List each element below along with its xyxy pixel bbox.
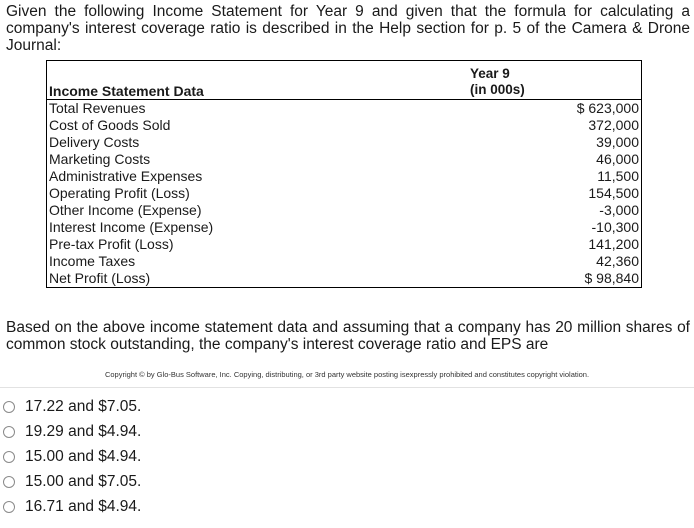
row-label: Income Taxes xyxy=(49,253,136,269)
row-value: 141,200 xyxy=(588,236,639,252)
table-row xyxy=(47,117,641,134)
answer-option-2[interactable] xyxy=(2,419,141,444)
year-column-header xyxy=(470,66,530,100)
answer-option-label[interactable]: 19.29 and $4.94. xyxy=(25,423,142,440)
row-label: Pre-tax Profit (Loss) xyxy=(49,236,174,252)
table-row xyxy=(47,151,641,168)
row-label: Administrative Expenses xyxy=(49,168,203,184)
copyright-notice: Copyright © by Glo-Bus Software, Inc. Copying, distributing, or 3rd party website posting isexpressly prohibited and constitutes copyright violation. xyxy=(104,370,590,379)
row-value: 39,000 xyxy=(596,134,639,150)
row-label: Total Revenues xyxy=(49,100,146,116)
answer-option-3[interactable] xyxy=(2,444,141,469)
radio-button-icon[interactable] xyxy=(3,426,15,438)
row-label: Cost of Goods Sold xyxy=(49,117,171,133)
radio-button-icon[interactable] xyxy=(3,501,15,513)
table-row xyxy=(47,236,641,253)
answer-option-4[interactable] xyxy=(2,469,141,494)
radio-button-icon[interactable] xyxy=(3,476,15,488)
table-row xyxy=(47,253,641,270)
table-row xyxy=(47,202,641,219)
table-row xyxy=(47,270,641,287)
year-label: Year 9 xyxy=(470,66,510,81)
row-value: $ 623,000 xyxy=(576,100,639,116)
row-label: Interest Income (Expense) xyxy=(49,219,214,235)
income-statement-table xyxy=(46,60,642,288)
table-row xyxy=(47,219,641,236)
table-row xyxy=(47,100,641,117)
answer-option-label[interactable]: 15.00 and $4.94. xyxy=(25,448,142,465)
radio-button-icon[interactable] xyxy=(3,401,15,413)
unit-label: (in 000s) xyxy=(470,82,525,97)
table-header-row xyxy=(47,83,641,100)
question-intro-text: Given the following Income Statement for Year 9 and given that the formula for calculating a company's interest coverage ratio is described in the Help section for p. 5 of the Camera & Drone Journal: xyxy=(6,3,690,54)
income-statement-column-title: Income Statement Data xyxy=(49,83,204,99)
answer-option-label[interactable]: 17.22 and $7.05. xyxy=(25,398,142,415)
row-value: 154,500 xyxy=(588,185,639,201)
row-value: -3,000 xyxy=(599,202,639,218)
row-value: 46,000 xyxy=(596,151,639,167)
statement-rows xyxy=(47,100,641,287)
table-row xyxy=(47,185,641,202)
row-value: -10,300 xyxy=(591,219,639,235)
answer-option-5[interactable] xyxy=(2,494,141,519)
section-divider xyxy=(0,387,694,388)
table-row xyxy=(47,134,641,151)
row-value: 372,000 xyxy=(588,117,639,133)
row-label: Operating Profit (Loss) xyxy=(49,185,190,201)
row-label: Delivery Costs xyxy=(49,134,140,150)
answer-option-label[interactable]: 16.71 and $4.94. xyxy=(25,498,142,515)
table-row xyxy=(47,168,641,185)
row-label: Marketing Costs xyxy=(49,151,151,167)
row-label: Net Profit (Loss) xyxy=(49,270,151,286)
row-label: Other Income (Expense) xyxy=(49,202,202,218)
answer-option-label[interactable]: 15.00 and $7.05. xyxy=(25,473,142,490)
answer-options xyxy=(2,394,141,519)
radio-button-icon[interactable] xyxy=(3,451,15,463)
row-value: 11,500 xyxy=(597,168,639,184)
row-value: 42,360 xyxy=(596,253,639,269)
question-followup-text: Based on the above income statement data and assuming that a company has 20 million shares of common stock outstanding, the company's interest coverage ratio and EPS are xyxy=(6,319,690,353)
answer-option-1[interactable] xyxy=(2,394,141,419)
row-value: $ 98,840 xyxy=(584,270,639,286)
